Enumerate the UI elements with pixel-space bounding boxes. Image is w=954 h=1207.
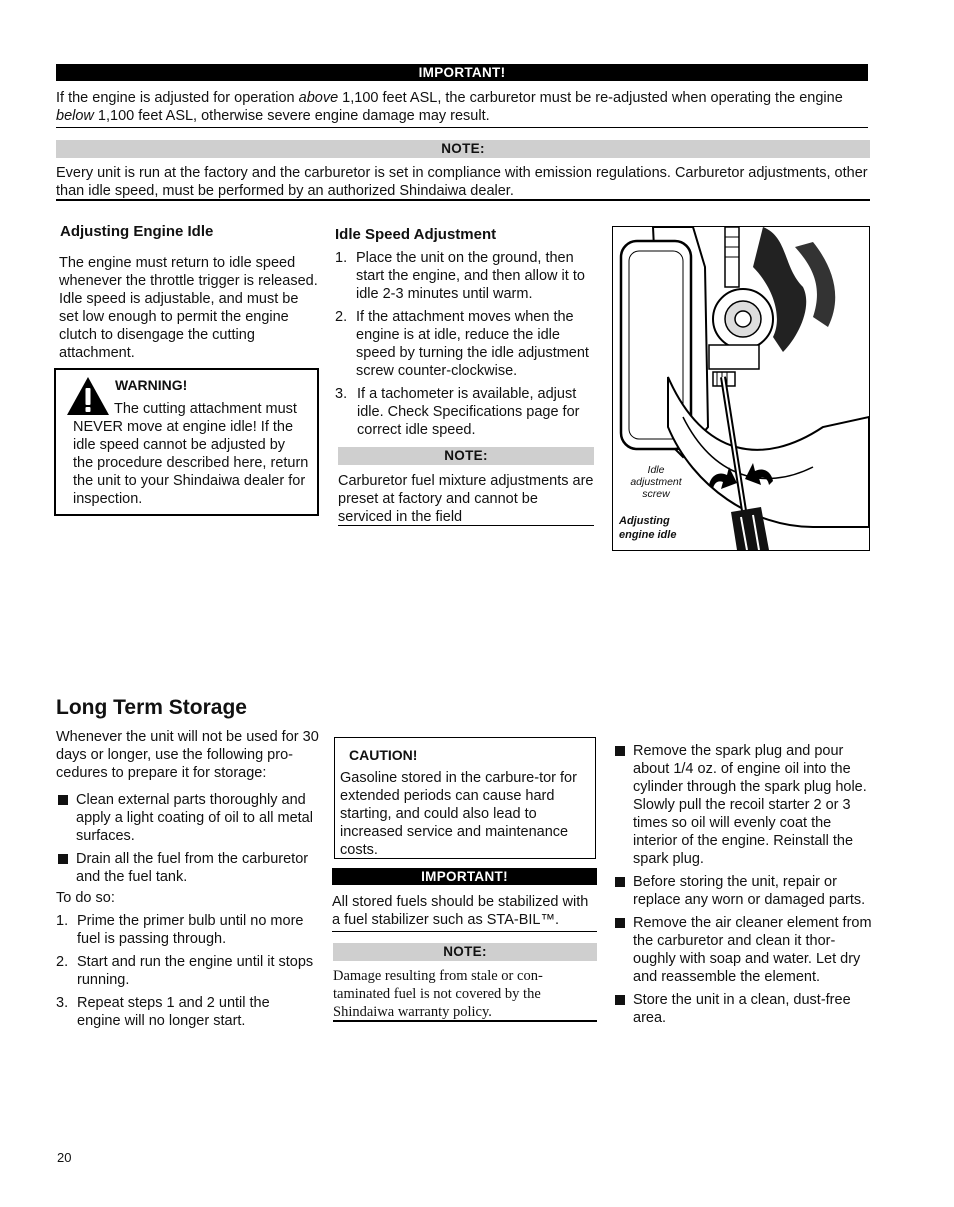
- list-item: [56, 850, 322, 886]
- step-text: Repeat steps 1 and 2 until the engine will no longer start.: [77, 995, 270, 1029]
- list-item: [613, 742, 875, 868]
- storage-note-text: Damage resulting from stale or con-taminated fuel is not covered by the Shindaiwa warranty policy.: [333, 968, 543, 1020]
- warning-text: The cutting attachment must NEVER move at engine idle! If the idle speed cannot be adjusted by the procedure described here, return the unit to your Shindaiwa dealer for inspection.: [73, 401, 309, 507]
- carburetor-illustration: [613, 227, 869, 550]
- carburetor-figure: [612, 226, 870, 551]
- important-text-part-3: 1,100 feet ASL, otherwise severe engine damage may result.: [93, 108, 490, 124]
- square-bullet-icon: [615, 746, 625, 756]
- square-bullet-icon: [58, 795, 68, 805]
- storage-steps: [56, 912, 316, 1035]
- bullet-text: Store the unit in a clean, dust-free area.: [633, 992, 851, 1026]
- storage-bullets-left: [56, 791, 322, 891]
- storage-important-text: All stored fuels should be stabilized with a fuel stabilizer such as STA-BIL™.: [332, 894, 589, 928]
- list-item: [56, 912, 316, 948]
- square-bullet-icon: [615, 877, 625, 887]
- important-rule: [56, 127, 868, 128]
- step-text: If the attachment moves when the engine is at idle, reduce the idle speed by turning the idle adjustment screw counter-clockwise.: [356, 309, 589, 379]
- list-item: [56, 791, 322, 845]
- bullet-text: Before storing the unit, repair or replace any worn or damaged parts.: [633, 874, 866, 908]
- step-number: 3.: [335, 386, 348, 402]
- caution-title: CAUTION!: [349, 747, 418, 763]
- bullet-text: Remove the air cleaner element from the carburetor and clean it thor-oughly with soap and water. Let dry and reassemble the element.: [633, 915, 872, 985]
- storage-bullets-right: [613, 742, 875, 1032]
- bullet-text: Remove the spark plug and pour about 1/4 oz. of engine oil into the cylinder through the spark plug hole. Slowly pull the recoil starter 2 or 3 times so oil will evenly coat the interior of the engine. Reinstall the spark plug.: [633, 743, 867, 867]
- step-number: 1.: [56, 913, 69, 929]
- to-do-so-label: To do so:: [56, 890, 115, 906]
- list-item: [613, 991, 875, 1027]
- square-bullet-icon: [615, 918, 625, 928]
- list-item: [335, 249, 597, 303]
- bullet-text: Clean external parts thoroughly and apply a light coating of oil to all metal surfaces.: [76, 792, 313, 844]
- important-text-part-1: If the engine is adjusted for operation: [56, 90, 299, 106]
- idle-note-rule: [338, 525, 594, 526]
- step-number: 2.: [56, 954, 69, 970]
- important-header-bar: IMPORTANT!: [56, 64, 868, 81]
- list-item: [335, 385, 597, 439]
- list-item: [56, 994, 316, 1030]
- figure-caption: Adjusting engine idle: [619, 515, 677, 541]
- square-bullet-icon: [615, 995, 625, 1005]
- idle-note-text: Carburetor fuel mixture adjustments are preset at factory and cannot be serviced in the field: [338, 473, 594, 525]
- storage-note-header-bar: NOTE:: [333, 943, 597, 961]
- storage-note-rule: [333, 1020, 597, 1022]
- step-number: 3.: [56, 995, 69, 1011]
- note-rule: [56, 199, 870, 201]
- list-item: [56, 953, 316, 989]
- adjusting-idle-heading: Adjusting Engine Idle: [60, 223, 214, 240]
- idle-screw-label: Idle adjustment screw: [630, 464, 682, 500]
- note-text: Every unit is run at the factory and the carburetor is set in compliance with emission regulations. Carburetor adjustments, other than idle speed, must be performed by an authorized Shindaiwa dealer.: [56, 165, 868, 199]
- storage-important-header-bar: IMPORTANT!: [332, 868, 597, 885]
- caution-text: Gasoline stored in the carbure-tor for extended periods can cause hard starting, and could also lead to increased service and maintenance costs.: [340, 770, 577, 858]
- step-text: If a tachometer is available, adjust idle. Check Specifications page for correct idle speed.: [357, 386, 580, 438]
- bullet-text: Drain all the fuel from the carburetor and the fuel tank.: [76, 851, 309, 885]
- list-item: [613, 914, 875, 986]
- step-number: 1.: [335, 250, 348, 266]
- warning-title: WARNING!: [115, 377, 188, 393]
- note-header-bar: NOTE:: [56, 140, 870, 158]
- list-item: [613, 873, 875, 909]
- important-text: [56, 89, 868, 125]
- warning-box: [54, 368, 319, 516]
- idle-note-header-bar: NOTE:: [338, 447, 594, 465]
- idle-speed-heading: Idle Speed Adjustment: [335, 226, 497, 243]
- idle-speed-steps: [335, 249, 597, 444]
- step-text: Start and run the engine until it stops running.: [77, 954, 314, 988]
- step-text: Prime the primer bulb until no more fuel is passing through.: [77, 913, 304, 947]
- important-text-part-2: 1,100 feet ASL, the carburetor must be re-adjusted when operating the engine: [338, 90, 843, 106]
- storage-important-rule: [332, 931, 597, 932]
- storage-heading: Long Term Storage: [56, 696, 247, 719]
- storage-intro: Whenever the unit will not be used for 30 days or longer, use the following pro-cedures to prepare it for storage:: [56, 729, 319, 781]
- list-item: [335, 308, 597, 380]
- adjusting-idle-body: The engine must return to idle speed whenever the throttle trigger is released. Idle speed is adjustable, and must be set low enough to permit the engine clutch to disengage the cutting attachment.: [59, 255, 318, 361]
- caution-box: [334, 737, 596, 859]
- square-bullet-icon: [58, 854, 68, 864]
- page-number: 20: [57, 1150, 72, 1165]
- step-text: Place the unit on the ground, then start the engine, and then allow it to idle 2-3 minutes until warm.: [356, 250, 585, 302]
- important-text-above: above: [298, 90, 339, 106]
- important-text-below: below: [56, 108, 94, 124]
- step-number: 2.: [335, 309, 348, 325]
